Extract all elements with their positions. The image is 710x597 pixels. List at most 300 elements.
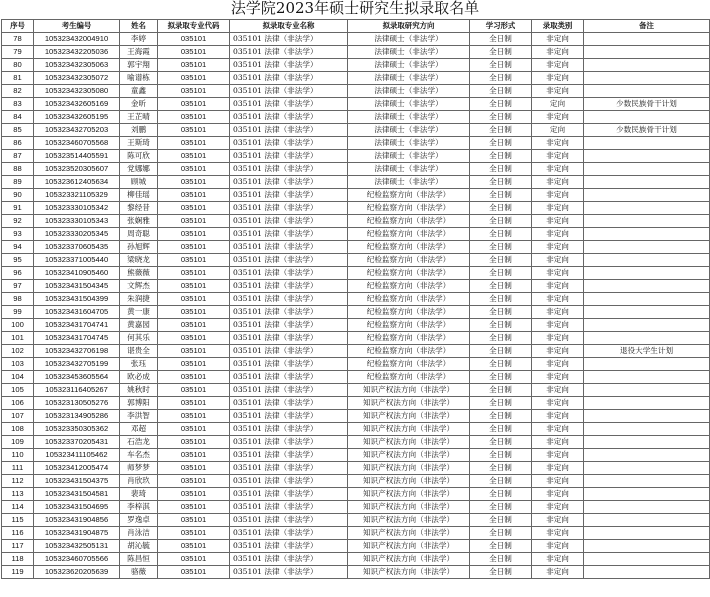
cell-direction: 法律硕士（非法学）	[348, 98, 470, 111]
cell-name: 喻谱栋	[120, 72, 158, 85]
header-major-code: 拟录取专业代码	[158, 20, 230, 33]
cell-major-name: 035101 法律（非法学）	[230, 176, 348, 189]
header-remark: 备注	[584, 20, 710, 33]
cell-direction: 知识产权法方向（非法学）	[348, 566, 470, 579]
cell-exam-id: 105323321105329	[34, 189, 120, 202]
cell-study-mode: 全日制	[470, 488, 532, 501]
table-row	[2, 475, 710, 488]
cell-no: 93	[2, 228, 34, 241]
cell-study-mode: 全日制	[470, 527, 532, 540]
cell-direction: 纪检监察方向（非法学）	[348, 345, 470, 358]
cell-major-code: 035101	[158, 33, 230, 46]
cell-remark	[584, 137, 710, 150]
cell-exam-id: 105323130505276	[34, 397, 120, 410]
table-row	[2, 319, 710, 332]
cell-name: 车名杰	[120, 449, 158, 462]
cell-exam-id: 105323431904856	[34, 514, 120, 527]
cell-category: 非定向	[532, 137, 584, 150]
table-row	[2, 189, 710, 202]
cell-major-code: 035101	[158, 267, 230, 280]
cell-study-mode: 全日制	[470, 137, 532, 150]
cell-major-name: 035101 法律（非法学）	[230, 189, 348, 202]
cell-name: 张娴雅	[120, 215, 158, 228]
table-row	[2, 163, 710, 176]
cell-no: 89	[2, 176, 34, 189]
cell-direction: 法律硕士（非法学）	[348, 163, 470, 176]
cell-major-name: 035101 法律（非法学）	[230, 72, 348, 85]
cell-direction: 知识产权法方向（非法学）	[348, 475, 470, 488]
cell-exam-id: 105323432705203	[34, 124, 120, 137]
header-major-name: 拟录取专业名称	[230, 20, 348, 33]
cell-direction: 法律硕士（非法学）	[348, 85, 470, 98]
cell-category: 非定向	[532, 501, 584, 514]
table-row	[2, 254, 710, 267]
cell-major-code: 035101	[158, 176, 230, 189]
cell-major-name: 035101 法律（非法学）	[230, 423, 348, 436]
table-row	[2, 332, 710, 345]
cell-category: 非定向	[532, 85, 584, 98]
table-row	[2, 553, 710, 566]
cell-exam-id: 105323612405634	[34, 176, 120, 189]
cell-name: 党娜娜	[120, 163, 158, 176]
cell-category: 非定向	[532, 488, 584, 501]
cell-category: 非定向	[532, 332, 584, 345]
cell-direction: 法律硕士（非法学）	[348, 59, 470, 72]
cell-major-name: 035101 法律（非法学）	[230, 397, 348, 410]
cell-major-code: 035101	[158, 137, 230, 150]
cell-exam-id: 105323432205036	[34, 46, 120, 59]
cell-remark: 少数民族骨干计划	[584, 98, 710, 111]
cell-remark	[584, 280, 710, 293]
cell-name: 何其乐	[120, 332, 158, 345]
cell-name: 罗逸卓	[120, 514, 158, 527]
cell-major-name: 035101 法律（非法学）	[230, 254, 348, 267]
cell-major-name: 035101 法律（非法学）	[230, 475, 348, 488]
cell-study-mode: 全日制	[470, 150, 532, 163]
cell-exam-id: 105323330105343	[34, 215, 120, 228]
cell-no: 114	[2, 501, 34, 514]
table-row	[2, 306, 710, 319]
cell-no: 94	[2, 241, 34, 254]
cell-study-mode: 全日制	[470, 397, 532, 410]
table-row	[2, 410, 710, 423]
cell-study-mode: 全日制	[470, 202, 532, 215]
cell-major-name: 035101 法律（非法学）	[230, 553, 348, 566]
cell-major-code: 035101	[158, 449, 230, 462]
cell-remark	[584, 527, 710, 540]
cell-major-name: 035101 法律（非法学）	[230, 85, 348, 98]
cell-remark	[584, 566, 710, 579]
header-direction: 拟录取研究方向	[348, 20, 470, 33]
cell-study-mode: 全日制	[470, 514, 532, 527]
table-row	[2, 33, 710, 46]
table-row	[2, 423, 710, 436]
cell-major-code: 035101	[158, 241, 230, 254]
cell-direction: 知识产权法方向（非法学）	[348, 449, 470, 462]
cell-exam-id: 105323431504581	[34, 488, 120, 501]
cell-major-code: 035101	[158, 514, 230, 527]
cell-study-mode: 全日制	[470, 111, 532, 124]
cell-category: 非定向	[532, 436, 584, 449]
cell-category: 非定向	[532, 72, 584, 85]
cell-category: 非定向	[532, 46, 584, 59]
cell-study-mode: 全日制	[470, 423, 532, 436]
cell-major-name: 035101 法律（非法学）	[230, 527, 348, 540]
table-row	[2, 215, 710, 228]
cell-major-code: 035101	[158, 163, 230, 176]
admission-table	[1, 19, 710, 579]
cell-exam-id: 105323116405267	[34, 384, 120, 397]
cell-exam-id: 105323431504345	[34, 280, 120, 293]
cell-name: 陈昌恒	[120, 553, 158, 566]
cell-remark	[584, 436, 710, 449]
cell-exam-id: 105323370605435	[34, 241, 120, 254]
cell-name: 姚秋时	[120, 384, 158, 397]
cell-major-code: 035101	[158, 384, 230, 397]
cell-remark	[584, 46, 710, 59]
cell-exam-id: 105323431904875	[34, 527, 120, 540]
cell-name: 肖欣玖	[120, 475, 158, 488]
cell-study-mode: 全日制	[470, 254, 532, 267]
cell-name: 谌贵全	[120, 345, 158, 358]
cell-no: 98	[2, 293, 34, 306]
cell-remark	[584, 228, 710, 241]
cell-study-mode: 全日制	[470, 59, 532, 72]
cell-name: 王海霞	[120, 46, 158, 59]
cell-direction: 知识产权法方向（非法学）	[348, 384, 470, 397]
table-row	[2, 59, 710, 72]
cell-major-code: 035101	[158, 85, 230, 98]
cell-no: 78	[2, 33, 34, 46]
cell-direction: 纪检监察方向（非法学）	[348, 241, 470, 254]
cell-name: 石浩龙	[120, 436, 158, 449]
table-row	[2, 371, 710, 384]
table-row	[2, 514, 710, 527]
cell-study-mode: 全日制	[470, 384, 532, 397]
cell-major-code: 035101	[158, 566, 230, 579]
cell-category: 非定向	[532, 215, 584, 228]
cell-name: 邓超	[120, 423, 158, 436]
cell-major-code: 035101	[158, 462, 230, 475]
cell-direction: 纪检监察方向（非法学）	[348, 293, 470, 306]
table-row	[2, 241, 710, 254]
table-row	[2, 150, 710, 163]
cell-study-mode: 全日制	[470, 241, 532, 254]
cell-category: 非定向	[532, 202, 584, 215]
cell-no: 108	[2, 423, 34, 436]
cell-major-name: 035101 法律（非法学）	[230, 514, 348, 527]
header-name: 姓名	[120, 20, 158, 33]
cell-exam-id: 105323432605169	[34, 98, 120, 111]
cell-direction: 知识产权法方向（非法学）	[348, 553, 470, 566]
cell-category: 非定向	[532, 59, 584, 72]
cell-category: 非定向	[532, 358, 584, 371]
cell-category: 非定向	[532, 449, 584, 462]
table-row	[2, 345, 710, 358]
cell-exam-id: 105323431504695	[34, 501, 120, 514]
cell-remark	[584, 501, 710, 514]
cell-major-code: 035101	[158, 358, 230, 371]
cell-exam-id: 105323460705566	[34, 553, 120, 566]
cell-category: 非定向	[532, 241, 584, 254]
cell-no: 107	[2, 410, 34, 423]
cell-remark	[584, 371, 710, 384]
cell-category: 非定向	[532, 319, 584, 332]
cell-exam-id: 105323432605195	[34, 111, 120, 124]
table-row	[2, 527, 710, 540]
cell-direction: 知识产权法方向（非法学）	[348, 462, 470, 475]
cell-no: 100	[2, 319, 34, 332]
cell-category: 非定向	[532, 514, 584, 527]
cell-direction: 知识产权法方向（非法学）	[348, 514, 470, 527]
cell-major-name: 035101 法律（非法学）	[230, 449, 348, 462]
table-row	[2, 540, 710, 553]
cell-no: 84	[2, 111, 34, 124]
cell-category: 非定向	[532, 345, 584, 358]
cell-study-mode: 全日制	[470, 176, 532, 189]
cell-name: 郭博阳	[120, 397, 158, 410]
cell-direction: 知识产权法方向（非法学）	[348, 527, 470, 540]
cell-category: 非定向	[532, 33, 584, 46]
table-row	[2, 449, 710, 462]
cell-major-name: 035101 法律（非法学）	[230, 371, 348, 384]
cell-exam-id: 105323453605564	[34, 371, 120, 384]
table-row	[2, 436, 710, 449]
cell-direction: 知识产权法方向（非法学）	[348, 410, 470, 423]
cell-remark	[584, 332, 710, 345]
cell-no: 104	[2, 371, 34, 384]
cell-major-code: 035101	[158, 371, 230, 384]
table-row	[2, 176, 710, 189]
table-row	[2, 293, 710, 306]
cell-study-mode: 全日制	[470, 449, 532, 462]
cell-remark	[584, 72, 710, 85]
cell-no: 92	[2, 215, 34, 228]
cell-category: 非定向	[532, 111, 584, 124]
cell-name: 王芷晴	[120, 111, 158, 124]
table-row	[2, 501, 710, 514]
cell-category: 非定向	[532, 371, 584, 384]
cell-exam-id: 105323431504399	[34, 293, 120, 306]
cell-major-name: 035101 法律（非法学）	[230, 293, 348, 306]
cell-name: 李婷	[120, 33, 158, 46]
cell-name: 梁晓龙	[120, 254, 158, 267]
cell-remark	[584, 306, 710, 319]
cell-category: 非定向	[532, 462, 584, 475]
cell-remark	[584, 163, 710, 176]
cell-no: 116	[2, 527, 34, 540]
cell-study-mode: 全日制	[470, 189, 532, 202]
cell-major-name: 035101 法律（非法学）	[230, 358, 348, 371]
cell-no: 109	[2, 436, 34, 449]
cell-exam-id: 105323134905286	[34, 410, 120, 423]
cell-major-code: 035101	[158, 254, 230, 267]
table-row	[2, 111, 710, 124]
cell-exam-id: 105323431704741	[34, 319, 120, 332]
cell-exam-id: 105323620205639	[34, 566, 120, 579]
cell-major-code: 035101	[158, 397, 230, 410]
cell-direction: 知识产权法方向（非法学）	[348, 436, 470, 449]
cell-no: 119	[2, 566, 34, 579]
cell-major-name: 035101 法律（非法学）	[230, 280, 348, 293]
cell-no: 96	[2, 267, 34, 280]
cell-major-name: 035101 法律（非法学）	[230, 241, 348, 254]
cell-category: 定向	[532, 124, 584, 137]
cell-exam-id: 105323432505131	[34, 540, 120, 553]
cell-no: 83	[2, 98, 34, 111]
cell-remark	[584, 514, 710, 527]
cell-study-mode: 全日制	[470, 293, 532, 306]
cell-remark	[584, 176, 710, 189]
cell-remark	[584, 384, 710, 397]
cell-major-code: 035101	[158, 59, 230, 72]
cell-major-code: 035101	[158, 423, 230, 436]
cell-remark	[584, 267, 710, 280]
cell-category: 非定向	[532, 527, 584, 540]
cell-direction: 知识产权法方向（非法学）	[348, 501, 470, 514]
cell-exam-id: 105323350305362	[34, 423, 120, 436]
cell-no: 111	[2, 462, 34, 475]
cell-name: 黄一康	[120, 306, 158, 319]
table-row	[2, 358, 710, 371]
cell-direction: 法律硕士（非法学）	[348, 176, 470, 189]
cell-name: 裴琦	[120, 488, 158, 501]
cell-name: 柳佳瑶	[120, 189, 158, 202]
cell-study-mode: 全日制	[470, 540, 532, 553]
cell-name: 熊薇薇	[120, 267, 158, 280]
cell-direction: 纪检监察方向（非法学）	[348, 228, 470, 241]
cell-remark	[584, 553, 710, 566]
cell-remark	[584, 462, 710, 475]
table-row	[2, 267, 710, 280]
header-category: 录取类别	[532, 20, 584, 33]
cell-category: 非定向	[532, 566, 584, 579]
cell-remark	[584, 410, 710, 423]
cell-major-name: 035101 法律（非法学）	[230, 306, 348, 319]
cell-direction: 纪检监察方向（非法学）	[348, 332, 470, 345]
cell-major-name: 035101 法律（非法学）	[230, 540, 348, 553]
cell-major-code: 035101	[158, 124, 230, 137]
cell-direction: 法律硕士（非法学）	[348, 137, 470, 150]
cell-direction: 知识产权法方向（非法学）	[348, 423, 470, 436]
cell-name: 郭宇翔	[120, 59, 158, 72]
cell-no: 113	[2, 488, 34, 501]
cell-category: 非定向	[532, 189, 584, 202]
cell-major-name: 035101 法律（非法学）	[230, 33, 348, 46]
cell-direction: 法律硕士（非法学）	[348, 111, 470, 124]
cell-name: 童鑫	[120, 85, 158, 98]
cell-major-name: 035101 法律（非法学）	[230, 267, 348, 280]
cell-direction: 法律硕士（非法学）	[348, 72, 470, 85]
cell-remark	[584, 488, 710, 501]
cell-no: 112	[2, 475, 34, 488]
cell-major-code: 035101	[158, 293, 230, 306]
cell-direction: 纪检监察方向（非法学）	[348, 358, 470, 371]
cell-direction: 知识产权法方向（非法学）	[348, 540, 470, 553]
cell-remark	[584, 215, 710, 228]
table-row	[2, 46, 710, 59]
cell-study-mode: 全日制	[470, 553, 532, 566]
cell-category: 非定向	[532, 475, 584, 488]
cell-major-name: 035101 法律（非法学）	[230, 384, 348, 397]
cell-exam-id: 105323412005474	[34, 462, 120, 475]
cell-major-name: 035101 法律（非法学）	[230, 46, 348, 59]
cell-no: 102	[2, 345, 34, 358]
cell-exam-id: 105323432705199	[34, 358, 120, 371]
cell-major-name: 035101 法律（非法学）	[230, 462, 348, 475]
cell-remark	[584, 423, 710, 436]
table-row	[2, 137, 710, 150]
cell-major-code: 035101	[158, 540, 230, 553]
cell-no: 91	[2, 202, 34, 215]
table-row	[2, 384, 710, 397]
cell-name: 黄嘉园	[120, 319, 158, 332]
cell-major-code: 035101	[158, 553, 230, 566]
cell-no: 105	[2, 384, 34, 397]
cell-major-name: 035101 法律（非法学）	[230, 59, 348, 72]
cell-study-mode: 全日制	[470, 410, 532, 423]
cell-exam-id: 105323432004910	[34, 33, 120, 46]
cell-exam-id: 105323432305080	[34, 85, 120, 98]
cell-major-code: 035101	[158, 72, 230, 85]
cell-category: 非定向	[532, 410, 584, 423]
cell-major-code: 035101	[158, 410, 230, 423]
cell-category: 非定向	[532, 280, 584, 293]
cell-name: 顾城	[120, 176, 158, 189]
cell-direction: 法律硕士（非法学）	[348, 124, 470, 137]
cell-name: 金昕	[120, 98, 158, 111]
cell-direction: 纪检监察方向（非法学）	[348, 202, 470, 215]
cell-exam-id: 105323431704745	[34, 332, 120, 345]
cell-direction: 纪检监察方向（非法学）	[348, 267, 470, 280]
header-no: 序号	[2, 20, 34, 33]
cell-exam-id: 105323330105342	[34, 202, 120, 215]
cell-no: 103	[2, 358, 34, 371]
cell-category: 非定向	[532, 384, 584, 397]
cell-major-name: 035101 法律（非法学）	[230, 150, 348, 163]
cell-major-name: 035101 法律（非法学）	[230, 163, 348, 176]
cell-category: 非定向	[532, 176, 584, 189]
table-row	[2, 228, 710, 241]
cell-major-name: 035101 法律（非法学）	[230, 501, 348, 514]
cell-major-name: 035101 法律（非法学）	[230, 215, 348, 228]
table-row	[2, 488, 710, 501]
cell-name: 周奇聪	[120, 228, 158, 241]
cell-exam-id: 105323520305607	[34, 163, 120, 176]
cell-exam-id: 105323431604705	[34, 306, 120, 319]
cell-category: 非定向	[532, 306, 584, 319]
cell-study-mode: 全日制	[470, 85, 532, 98]
cell-direction: 法律硕士（非法学）	[348, 46, 470, 59]
cell-category: 非定向	[532, 423, 584, 436]
cell-major-code: 035101	[158, 345, 230, 358]
cell-major-code: 035101	[158, 280, 230, 293]
cell-exam-id: 105323431504375	[34, 475, 120, 488]
cell-category: 非定向	[532, 150, 584, 163]
cell-major-code: 035101	[158, 215, 230, 228]
cell-remark	[584, 33, 710, 46]
cell-major-code: 035101	[158, 228, 230, 241]
cell-study-mode: 全日制	[470, 280, 532, 293]
cell-major-name: 035101 法律（非法学）	[230, 345, 348, 358]
cell-study-mode: 全日制	[470, 475, 532, 488]
cell-name: 陈可欣	[120, 150, 158, 163]
cell-no: 88	[2, 163, 34, 176]
cell-name: 欧必成	[120, 371, 158, 384]
cell-remark: 退役大学生计划	[584, 345, 710, 358]
cell-name: 刘鹏	[120, 124, 158, 137]
cell-major-code: 035101	[158, 189, 230, 202]
